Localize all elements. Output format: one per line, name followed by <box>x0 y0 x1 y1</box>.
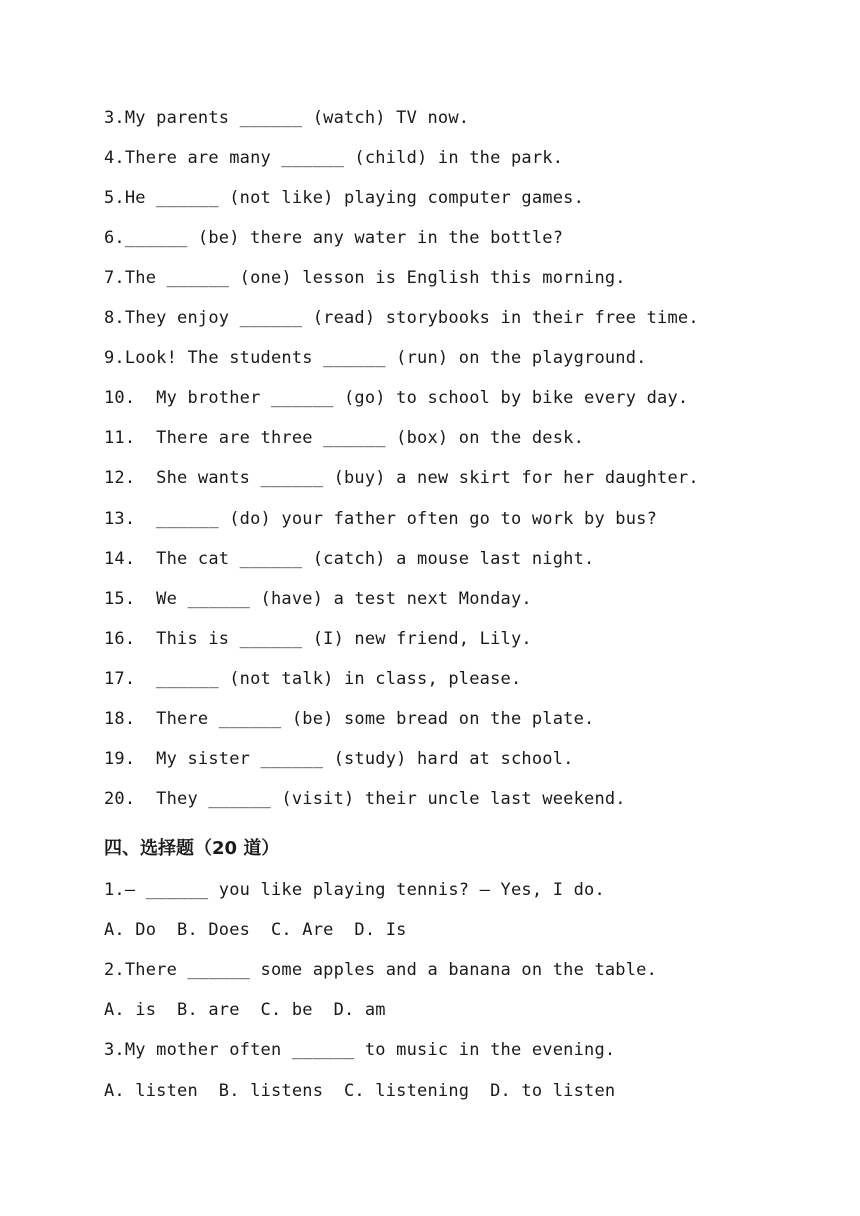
choice-options-1: A. Do B. Does C. Are D. Is <box>104 920 407 940</box>
question-12: 12. She wants ______ (buy) a new skirt for her daughter. <box>104 468 699 488</box>
question-18: 18. There ______ (be) some bread on the plate. <box>104 709 595 729</box>
question-8: 8.They enjoy ______ (read) storybooks in their free time. <box>104 308 699 328</box>
choice-options-2: A. is B. are C. be D. am <box>104 1000 386 1020</box>
choice-question-1: 1.— ______ you like playing tennis? — Yes, I do. <box>104 880 605 900</box>
question-9: 9.Look! The students ______ (run) on the playground. <box>104 348 647 368</box>
section-heading: 四、选择题（20 道） <box>104 838 280 859</box>
question-7: 7.The ______ (one) lesson is English this morning. <box>104 268 626 288</box>
question-19: 19. My sister ______ (study) hard at school. <box>104 749 574 769</box>
question-11: 11. There are three ______ (box) on the desk. <box>104 428 585 448</box>
question-5: 5.He ______ (not like) playing computer games. <box>104 188 585 208</box>
question-17: 17. ______ (not talk) in class, please. <box>104 669 522 689</box>
question-13: 13. ______ (do) your father often go to work by bus? <box>104 509 658 529</box>
question-14: 14. The cat ______ (catch) a mouse last night. <box>104 549 595 569</box>
question-4: 4.There are many ______ (child) in the park. <box>104 148 564 168</box>
question-10: 10. My brother ______ (go) to school by bike every day. <box>104 388 689 408</box>
choice-question-2: 2.There ______ some apples and a banana on the table. <box>104 960 658 980</box>
question-3: 3.My parents ______ (watch) TV now. <box>104 108 470 128</box>
question-16: 16. This is ______ (I) new friend, Lily. <box>104 629 532 649</box>
question-20: 20. They ______ (visit) their uncle last weekend. <box>104 789 626 809</box>
choice-question-3: 3.My mother often ______ to music in the evening. <box>104 1040 616 1060</box>
question-6: 6.______ (be) there any water in the bottle? <box>104 228 564 248</box>
choice-options-3: A. listen B. listens C. listening D. to listen <box>104 1081 616 1101</box>
question-15: 15. We ______ (have) a test next Monday. <box>104 589 532 609</box>
